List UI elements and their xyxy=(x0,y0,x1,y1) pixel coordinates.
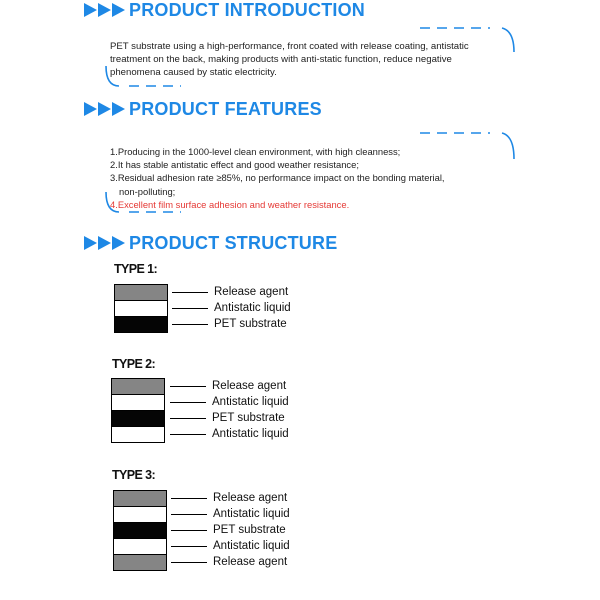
layer-name: Antistatic liquid xyxy=(213,540,290,552)
leader-line xyxy=(170,386,206,387)
layer-black xyxy=(112,411,164,427)
layer-white xyxy=(112,395,164,411)
leader-line xyxy=(171,498,207,499)
layer-stack xyxy=(111,378,165,443)
type-label: TYPE 2: xyxy=(112,357,156,371)
structure-heading xyxy=(84,231,337,255)
layer-white xyxy=(115,301,167,317)
leader-line xyxy=(170,402,206,403)
feature-item: 3.Residual adhesion rate ≥85%, no performance impact on the bonding material, xyxy=(110,172,445,184)
intro-heading xyxy=(84,0,365,22)
layer-gray xyxy=(114,555,166,570)
intro-line: treatment on the back, making products with anti-static function, reduce negative xyxy=(110,54,452,65)
layer-name: PET substrate xyxy=(213,524,286,536)
intro-line: phenomena caused by static electricity. xyxy=(110,67,277,78)
layer-annotation xyxy=(171,554,287,570)
layer-annotation xyxy=(171,538,290,554)
leader-line xyxy=(171,562,207,563)
bracket-bottom-left-intro xyxy=(103,66,183,92)
layer-stack xyxy=(113,490,167,571)
layer-annotation xyxy=(171,522,286,538)
layer-annotation xyxy=(172,284,288,300)
leader-line xyxy=(172,324,208,325)
layer-name: Antistatic liquid xyxy=(212,428,289,440)
triple-arrow-icon xyxy=(84,236,126,250)
leader-line xyxy=(171,514,207,515)
layer-annotation xyxy=(172,300,291,316)
layer-black xyxy=(115,317,167,332)
features-heading xyxy=(84,97,322,121)
features-title: PRODUCT FEATURES xyxy=(129,98,322,119)
layer-name: PET substrate xyxy=(212,412,285,424)
layer-white xyxy=(114,507,166,523)
layer-name: Release agent xyxy=(213,556,288,568)
feature-item-continuation: non-polluting; xyxy=(119,185,176,197)
leader-line xyxy=(171,530,207,531)
layer-annotation xyxy=(170,378,286,394)
bracket-bottom-left-features xyxy=(103,192,183,218)
layer-annotation xyxy=(171,506,290,522)
feature-item: 2.It has stable antistatic effect and good weather resistance; xyxy=(110,159,359,171)
layer-stack xyxy=(114,284,168,333)
layer-gray xyxy=(112,379,164,395)
layer-name: Release agent xyxy=(213,492,288,504)
type-label: TYPE 3: xyxy=(112,468,156,482)
leader-line xyxy=(170,434,206,435)
structure-title: PRODUCT STRUCTURE xyxy=(129,232,338,253)
layer-white xyxy=(112,427,164,442)
layer-name: Release agent xyxy=(214,286,289,298)
layer-annotation xyxy=(171,490,287,506)
layer-annotation xyxy=(170,410,285,426)
layer-annotation xyxy=(170,394,289,410)
layer-name: Release agent xyxy=(212,380,287,392)
intro-title: PRODUCT INTRODUCTION xyxy=(129,0,365,20)
layer-name: Antistatic liquid xyxy=(213,508,290,520)
intro-line: PET substrate using a high-performance, front coated with release coating, antistatic xyxy=(110,41,469,52)
layer-black xyxy=(114,523,166,539)
triple-arrow-icon xyxy=(84,3,126,17)
layer-name: Antistatic liquid xyxy=(212,396,289,408)
layer-gray xyxy=(114,491,166,507)
layer-name: Antistatic liquid xyxy=(214,302,291,314)
leader-line xyxy=(171,546,207,547)
leader-line xyxy=(172,308,208,309)
leader-line xyxy=(172,292,208,293)
leader-line xyxy=(170,418,206,419)
feature-item-highlighted: 4.Excellent film surface adhesion and weather resistance. xyxy=(110,198,350,210)
layer-annotation xyxy=(172,316,287,332)
layer-annotation xyxy=(170,426,289,442)
layer-white xyxy=(114,539,166,555)
layer-name: PET substrate xyxy=(214,318,287,330)
feature-item: 1.Producing in the 1000-level clean environment, with high cleanness; xyxy=(110,146,401,157)
type-label: TYPE 1: xyxy=(114,262,158,276)
layer-gray xyxy=(115,285,167,301)
triple-arrow-icon xyxy=(84,102,126,116)
